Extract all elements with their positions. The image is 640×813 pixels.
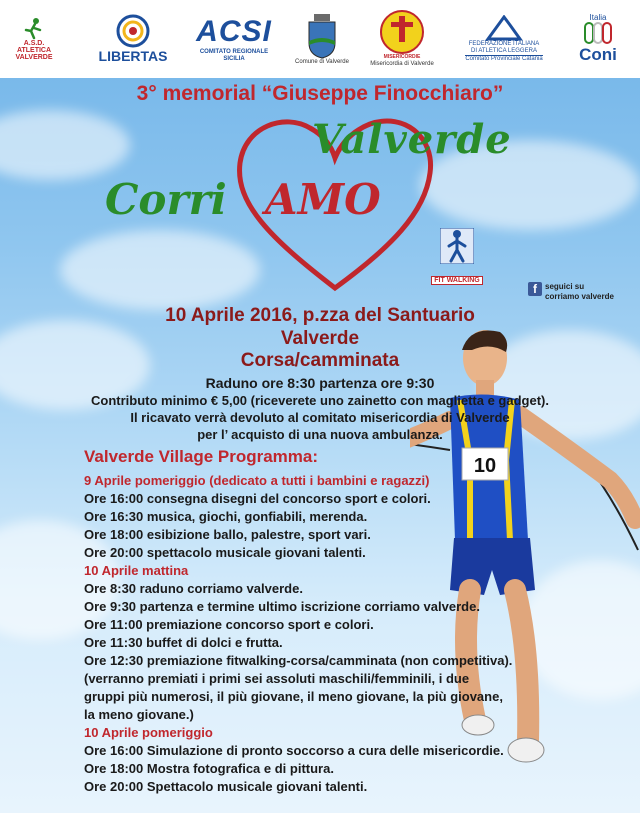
sponsor-logos-bar [0,0,640,78]
acsi-sub1: COMITATO REGIONALE [199,49,269,55]
fidal-logo [452,8,556,70]
comune-crest-icon [306,13,338,59]
fitwalking-logo [428,228,486,286]
program-line: Ore 11:00 premiazione concorso sport e colori. [84,617,374,632]
facebook-line2: corriamo valverde [545,292,614,301]
misericordia-logo [366,8,438,70]
fidal-line1: FEDERAZIONE ITALIANA [468,41,540,47]
fitwalking-label: FIT WALKING [431,276,483,285]
program-line: 10 Aprile mattina [84,563,189,578]
asd-line3: VALVERDE [15,53,53,61]
acsi-logo [192,8,276,70]
comune-caption: Comune di Valverde [295,58,349,65]
facebook-line1: seguici su [545,282,585,291]
event-ricavato-line1: Il ricavato verrà devoluto al comitato misericordia di Valverde [130,410,510,425]
libertas-name: LIBERTAS [98,48,168,64]
program-line: Ore 16:30 musica, giochi, gonfiabili, merenda. [84,509,368,524]
runner-bib-number: 10 [473,455,497,477]
cloud [0,110,130,180]
program-line: Ore 20:00 spettacolo musicale giovani talenti. [84,545,366,560]
program-line: 9 Aprile pomeriggio (dedicato a tutti i bambini e ragazzi) [84,473,430,488]
fidal-emblem-icon [484,15,524,41]
acsi-sub2: SICILIA [223,56,245,62]
program-line: Ore 16:00 Simulazione di pronto soccorso a cura delle misericordie. [84,743,504,758]
asd-line2: ATLETICA [16,46,52,54]
program-line: 10 Aprile pomeriggio [84,725,213,740]
corri-title: Corri [105,175,227,224]
amo-title: AMO [265,175,381,224]
coni-name: Coni [579,44,617,64]
walker-figure-icon [440,228,474,264]
program-line: Ore 11:30 buffet di dolci e frutta. [84,635,283,650]
program-line: Ore 18:00 Mostra fotografica e di pittura. [84,761,334,776]
runner-figure-icon [23,18,45,40]
program-line: Ore 9:30 partenza e termine ultimo iscrizione corriamo valverde. [84,599,480,614]
comune-valverde-logo [292,8,352,70]
program-line: Ore 18:00 esibizione ballo, palestre, sport vari. [84,527,371,542]
program-line: gruppi più numerosi, il più giovane, il meno giovane, la più giovane, [84,689,503,704]
asd-atletica-valverde-logo [8,8,60,70]
program-line: la meno giovane.) [84,707,194,722]
coni-rings-icon [583,21,613,45]
misericordia-badge: MISERICORDIE [383,54,421,60]
program-line: Ore 12:30 premiazione fitwalking-corsa/camminata (non competitiva). [84,653,513,668]
libertas-emblem-icon [116,14,150,48]
program-line: Ore 20:00 Spettacolo musicale giovani talenti. [84,779,368,794]
program-line: Ore 16:00 consegna disegni del concorso sport e colori. [84,491,431,506]
misericordia-caption: Misericordia di Valverde [370,61,434,67]
runner-illustration [410,320,640,800]
event-date-place: 10 Aprile 2016, p.zza del Santuario [165,305,475,326]
program-line: (verranno premiati i primi sei assoluti maschili/femminili, i due [84,671,470,686]
event-ricavato-line2: per l’ acquisto di una nuova ambulanza. [197,427,443,442]
asd-line1: A.S.D. [23,39,45,47]
memorial-title: 3° memorial “Giuseppe Finocchiaro” [136,82,504,105]
coni-top: Italia [589,12,607,22]
misericordia-emblem-icon [380,10,424,54]
event-contributo: Contributo minimo € 5,00 (riceverete uno zainetto con maglietta e gadget). [91,393,549,408]
acsi-name: ACSI [196,15,272,48]
village-program-heading: Valverde Village Programma: [84,447,319,466]
valverde-title: Valverde [312,116,512,163]
facebook-icon: f [528,282,542,296]
event-type: Corsa/camminata [240,350,400,371]
fidal-line2: DI ATLETICA LEGGERA [471,48,537,54]
fidal-line3: Comitato Provinciale Catania [465,56,543,62]
event-raduno: Raduno ore 8:30 partenza ore 9:30 [205,375,435,391]
program-line: Ore 8:30 raduno corriamo valverde. [84,581,303,596]
libertas-logo [92,8,174,70]
event-town: Valverde [280,328,360,349]
facebook-follow[interactable] [528,282,614,302]
coni-logo [568,8,628,70]
